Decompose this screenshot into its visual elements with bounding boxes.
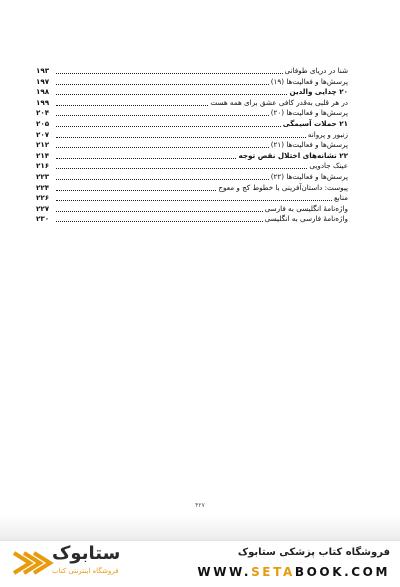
toc-entry-page: ۲۰۴ [36,108,50,118]
toc-entry [36,140,348,151]
toc-entry-page: ۲۳۰ [36,214,50,224]
toc-entry-title: منابع [333,193,348,203]
toc-entry-title: پرسش‌ها و فعالیت‌ها (۲۰) [270,108,348,118]
store-banner [0,540,400,587]
toc-entry-title: ۲۰ چدایی والدین [289,87,348,97]
toc-entry [36,66,348,77]
toc-entry [36,214,348,225]
dot-leader [56,147,269,148]
logo-subtext: فروشگاه اینترنتی کتاب [52,567,119,575]
toc-entry [36,183,348,194]
dot-leader [56,190,216,191]
url-prefix: WWW. [197,565,252,579]
dot-leader [56,179,269,180]
dot-leader [56,137,306,138]
toc-entry-page: ۲۲۴ [36,182,50,192]
toc-entry [36,108,348,119]
toc-entry-title: پرسش‌ها و فعالیت‌ها (۱۹) [270,76,348,86]
dot-leader [56,168,307,169]
toc-entry-page: ۱۹۳ [36,66,50,75]
toc-entry-page: ۲۲۳ [36,171,50,181]
page-bottom-shadow [0,515,400,543]
toc-entry [36,151,348,162]
logo-wordmark: ستابوک [52,543,121,564]
toc-entry-title: واژه‌نامهٔ انگلیسی به فارسی [264,203,348,213]
dot-leader [56,221,263,222]
dot-leader [56,115,269,116]
toc-entry [36,161,348,172]
toc-entry-page: ۱۹۹ [36,97,50,107]
toc-entry-title: ۲۱ حملات آسیمگی [282,118,348,128]
toc-entry-page: ۲۱۴ [36,150,50,160]
toc-entry-title: شنا در دریای طوفانی [284,66,348,75]
dot-leader [56,84,269,85]
url-suffix: BOOK.COM [294,565,390,579]
toc-entry [36,172,348,183]
toc-entry [36,130,348,141]
toc-entry-title: پرسش‌ها و فعالیت‌ها (۲۲) [270,171,348,181]
toc-entry-page: ۱۹۸ [36,87,50,97]
url-highlight: SETA [251,565,295,579]
toc-entry-title: ۲۲ نشانه‌های اختلال نقص توجه [238,150,348,160]
toc-entry-title: پیوست: داستان‌آفرینی با خطوط کج و معوج [218,182,348,192]
toc-entry-title: واژه‌نامهٔ فارسی به انگلیسی [264,214,348,224]
toc-entry [36,193,348,204]
toc-entry [36,87,348,98]
toc-entry-page: ۲۲۷ [36,203,50,213]
page-number: ۴۲۷ [195,502,205,509]
store-title: فروشگاه کتاب پزشکی ستابوک [237,547,390,558]
toc-entry-title: زنبور و پروانه [307,129,348,139]
dot-leader [56,211,263,212]
toc-entry-page: ۲۱۲ [36,140,50,150]
toc-entry [36,204,348,215]
toc-entry-title: در هر قلبی به‌قدر کافی عشق برای همه هست [210,97,348,107]
toc-entry [36,119,348,130]
table-of-contents [36,66,348,225]
toc-entry-page: ۲۰۵ [36,118,50,128]
store-url[interactable] [197,565,390,579]
toc-entry-page: ۲۲۶ [36,193,50,203]
dot-leader [56,126,281,127]
dot-leader [56,200,332,201]
toc-entry-title: پرسش‌ها و فعالیت‌ها (۲۱) [270,140,348,150]
dot-leader [56,73,283,74]
toc-entry-page: ۱۹۷ [36,76,50,86]
dot-leader [56,94,287,95]
toc-entry-page: ۲۰۷ [36,129,50,139]
dot-leader [56,105,208,106]
toc-entry [36,98,348,109]
toc-entry [36,77,348,88]
dot-leader [56,158,236,159]
toc-entry-title: عینک جادویی [309,161,348,171]
toc-entry-page: ۲۱۶ [36,161,50,171]
